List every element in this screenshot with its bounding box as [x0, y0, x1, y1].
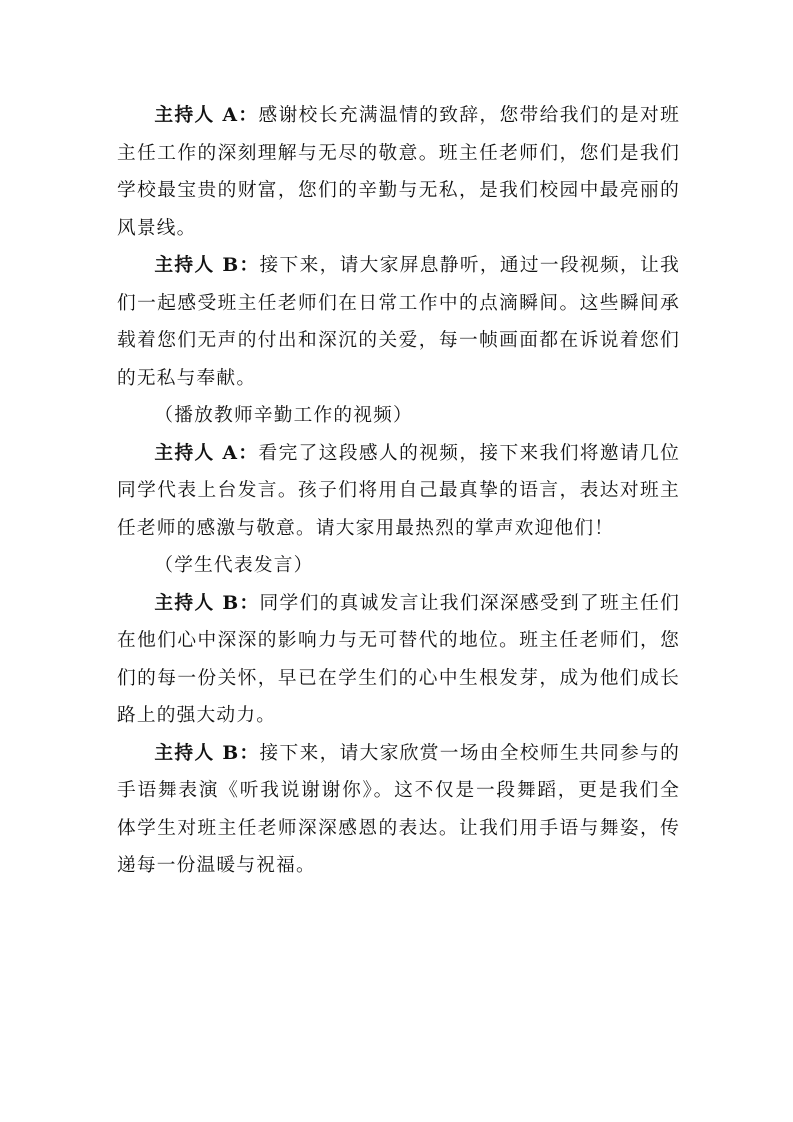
paragraph-text: 接下来，请大家欣赏一场由全校师生共同参与的手语舞表演《听我说谢谢你》。这不仅是一段舞蹈，更是我们全体学生对班主任老师深深感恩的表达。让我们用手语与舞姿，传递每一份温暖与祝福。 [117, 742, 681, 876]
paragraph-text: 感谢校长充满温情的致辞，您带给我们的是对班主任工作的深刻理解与无尽的敬意。班主任老师们，您们是我们学校最宝贵的财富，您们的辛勤与无私，是我们校园中最亮丽的风景线。 [117, 105, 680, 239]
paragraph-host-a-2 [117, 435, 680, 548]
stage-direction-student-speech: （学生代表发言） [154, 555, 314, 576]
speaker-separator: ： [239, 741, 260, 764]
speaker-label: 主持人 B [154, 591, 240, 614]
paragraph-host-b-2 [117, 585, 680, 735]
document-body [117, 97, 680, 885]
paragraph-text: 看完了这段感人的视频，接下来我们将邀请几位同学代表上台发言。孩子们将用自己最真挚的语言，表达对班主任老师的感激与敬意。请大家用最热烈的掌声欢迎他们！ [117, 442, 680, 539]
speaker-label: 主持人 A [154, 441, 239, 464]
paragraph-host-a-1 [117, 97, 680, 247]
paragraph-text: 同学们的真诚发言让我们深深感受到了班主任们在他们心中深深的影响力与无可替代的地位。班主任老师们，您们的每一份关怀，早已在学生们的心中生根发芽，成为他们成长路上的强大动力。 [117, 592, 681, 726]
paragraph-host-b-1 [117, 247, 680, 397]
speaker-label: 主持人 B [154, 254, 240, 276]
speaker-label: 主持人 B [154, 741, 240, 764]
speaker-separator: ： [239, 254, 260, 276]
stage-direction-video: （播放教师辛勤工作的视频） [154, 405, 413, 426]
paragraph-host-b-3 [117, 735, 680, 885]
speaker-separator: ： [238, 104, 259, 126]
speaker-separator: ： [238, 441, 259, 464]
speaker-label: 主持人 A [154, 104, 239, 126]
paragraph-text: 接下来，请大家屏息静听，通过一段视频，让我们一起感受班主任老师们在日常工作中的点滴瞬间。这些瞬间承载着您们无声的付出和深沉的关爱，每一帧画面都在诉说着您们的无私与奉献。 [117, 255, 681, 389]
speaker-separator: ： [239, 591, 260, 614]
